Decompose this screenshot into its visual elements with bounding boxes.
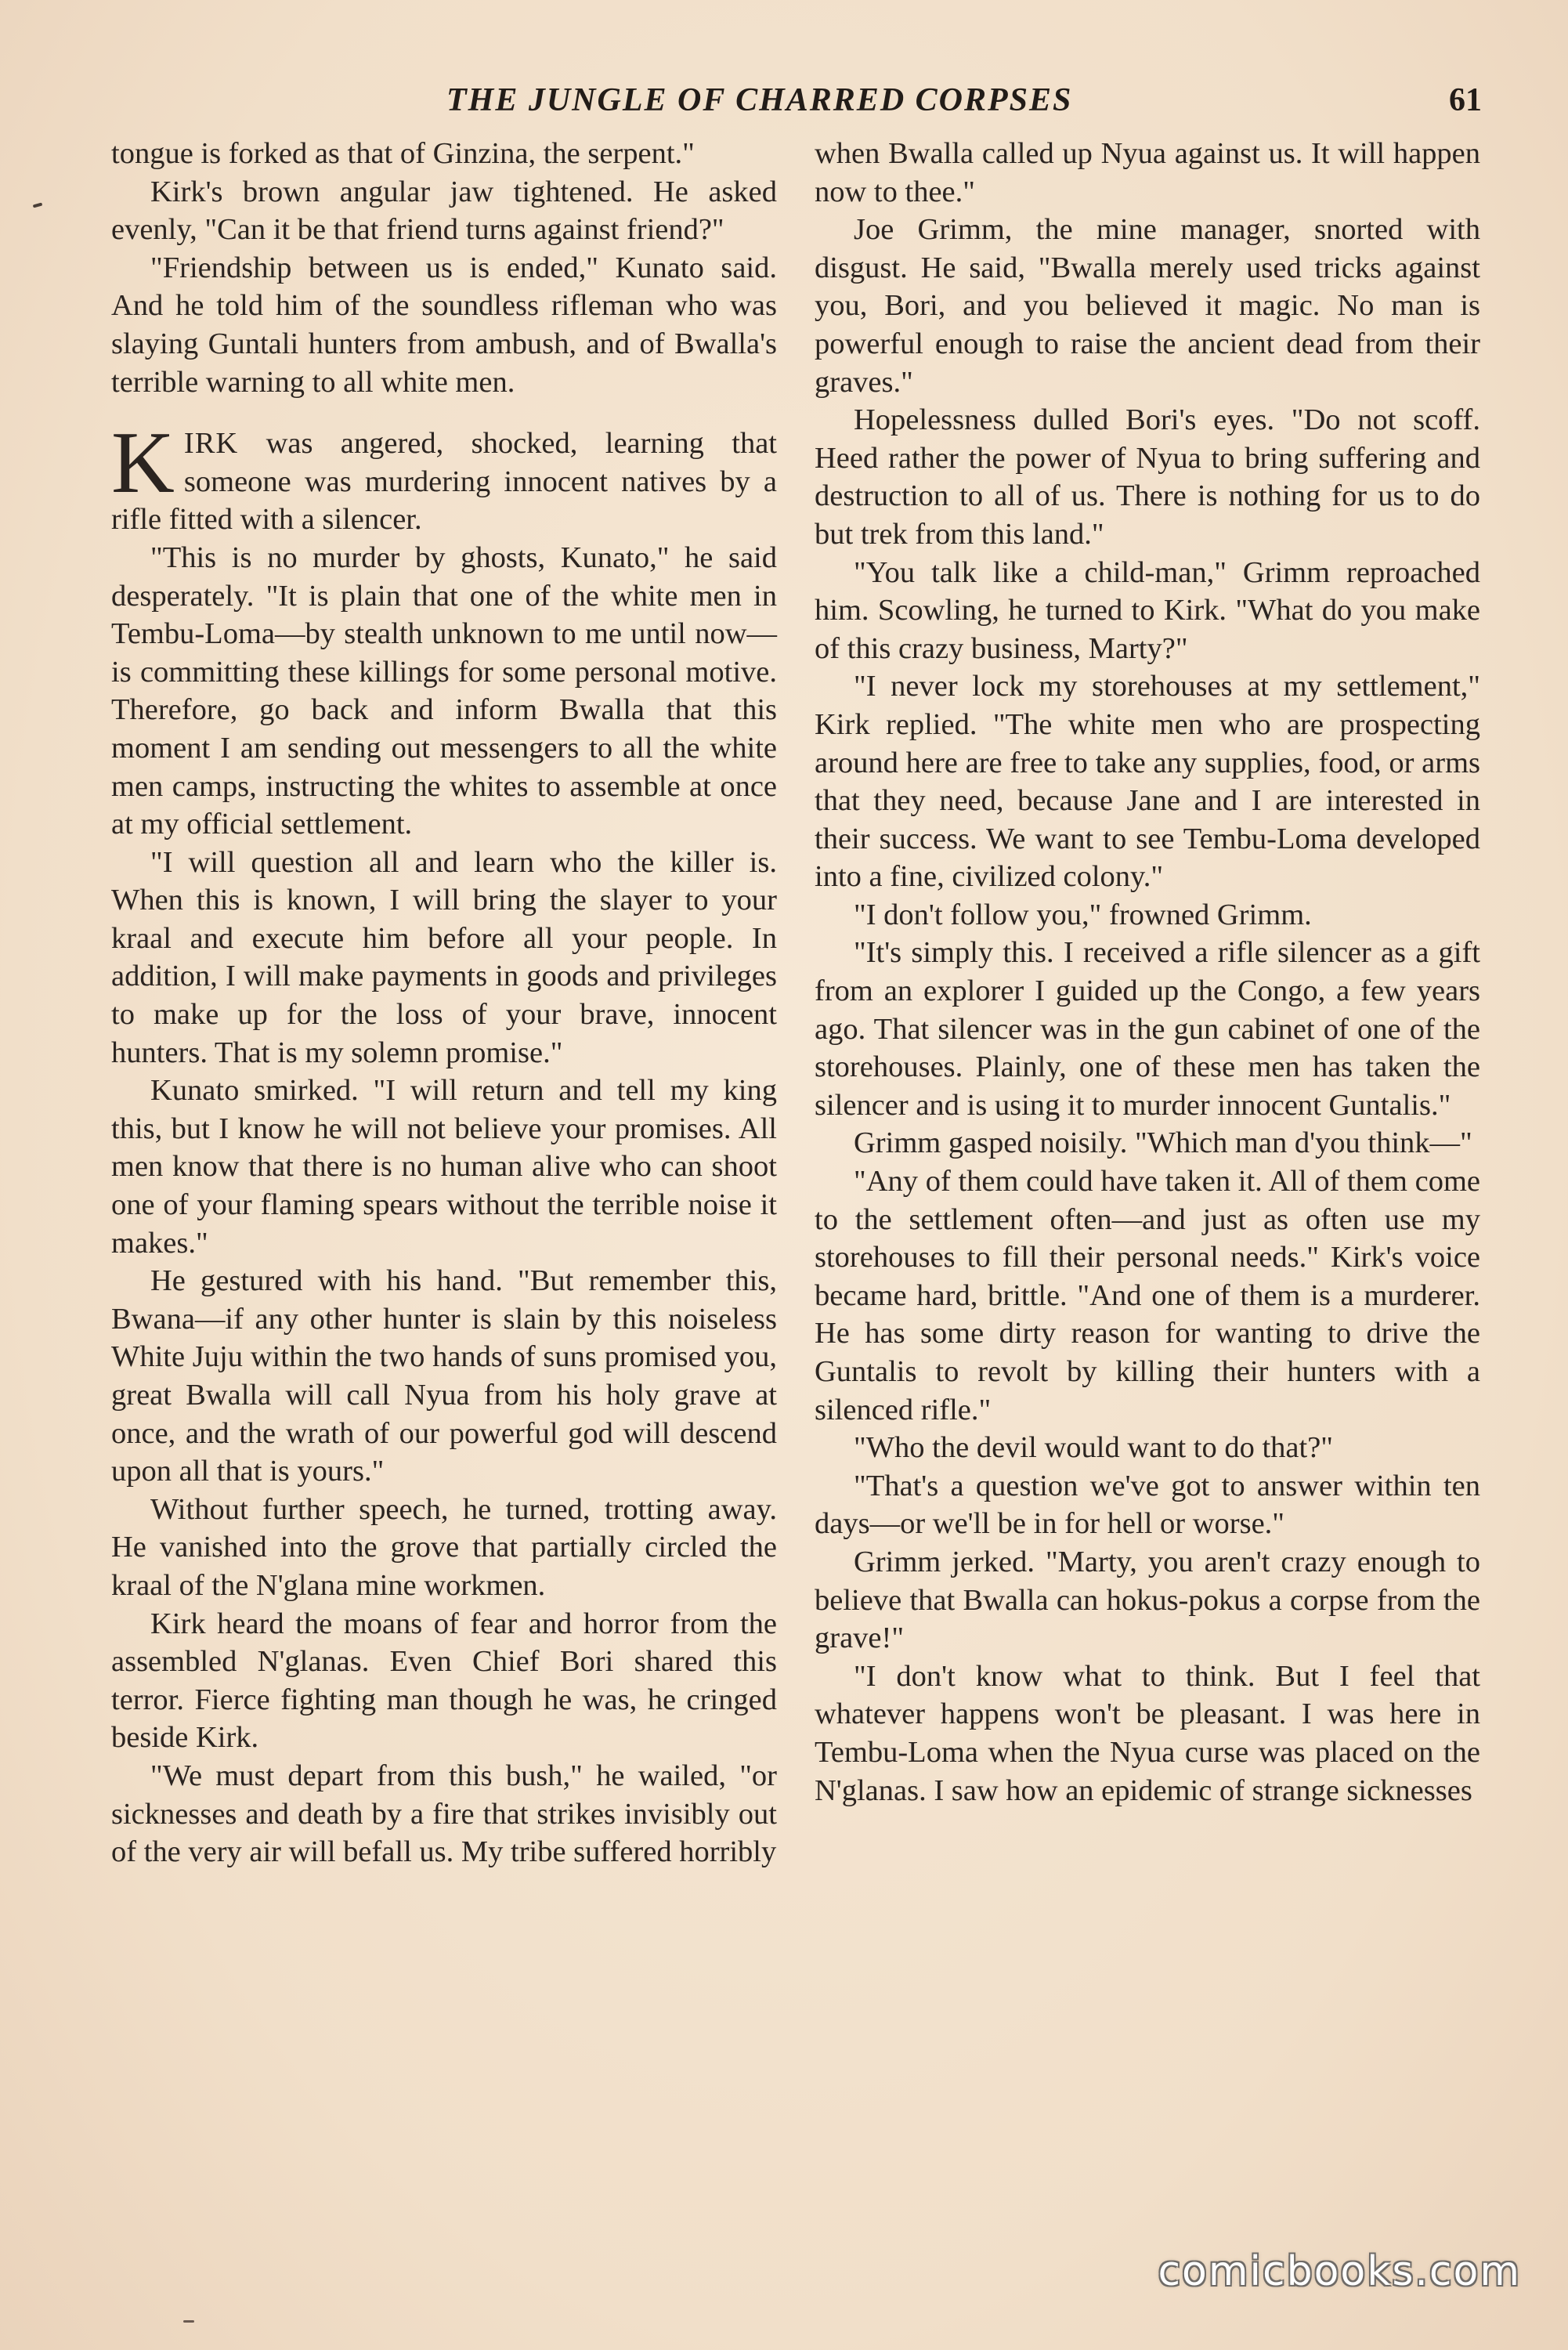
page-number: 61 [1449,82,1482,118]
left-column [111,135,777,1871]
paragraph: "It's simply this. I received a rifle silencer as a gift from an explorer I guided up the Congo, a few years ago. That silencer was in the gun cabinet of one of the storehouses. Plainly, one of these men has taken the silencer and is using it to murder innocent Guntalis." [815,936,1480,1122]
paragraph: Kunato smirked. "I will return and tell my king this, but I know he will not believe your promises. All men know that there is no human alive who can shoot one of your flaming spears without the terrible noise it makes." [111,1074,777,1260]
ink-mark [183,2320,194,2323]
paragraph-dropcap [111,414,777,539]
paragraph: "This is no murder by ghosts, Kunato," he said desperately. "It is plain that one of the white men in Tembu-Loma—by stealth unknown to me until now—is committing these killings for some personal motive. Therefore, go back and inform Bwalla that this moment I am sending out messengers to all the white men camps, instructing the whites to assemble at once at my official settlement. [111,540,777,841]
paragraph: "Who the devil would want to do that?" [854,1431,1334,1465]
paragraph: "Any of them could have taken it. All of them come to the settlement often—and just as often use my storehouses to fill their personal needs." Kirk's voice became hard, brittle. "And one of them is a murderer. He has some dirty reason for wanting to drive the Guntalis to revolt by killing their hunters with a silenced rifle." [815,1165,1480,1426]
watermark-logo: comicbooks.com [1158,2248,1521,2295]
paragraph: "I never lock my storehouses at my settlement," Kirk replied. "The white men who are prospecting around here are free to take any supplies, food, or arms that they need, because Jane and I are interested in their success. We want to see Tembu-Loma developed into a fine, civilized colony." [815,670,1480,894]
paragraph: Without further speech, he turned, trotting away. He vanished into the grove that partially circled the kraal of the N'glana mine workmen. [111,1492,777,1602]
paragraph: Grimm jerked. "Marty, you aren't crazy enough to believe that Bwalla can hokus-pokus a corpse from the grave!" [815,1545,1480,1655]
right-column [815,135,1480,1810]
ink-mark [33,203,43,208]
paragraph: "I don't know what to think. But I feel that whatever happens won't be pleasant. I was here in Tembu-Loma when the Nyua curse was placed on the N'glanas. I saw how an epidemic of strange sicknesses [815,1659,1480,1807]
paragraph: "That's a question we've got to answer within ten days—or we'll be in for hell or worse." [815,1469,1480,1541]
paragraph: "I will question all and learn who the killer is. When this is known, I will bring the slayer to your kraal and execute him before all your people. In addition, I will make payments in goods and privileges to make up for the loss of your brave, innocent hunters. That is my solemn promise." [111,845,777,1069]
paragraph: Kirk's brown angular jaw tightened. He asked evenly, "Can it be that friend turns against friend?" [111,175,777,247]
running-header [110,81,1482,128]
paragraph: Hopelessness dulled Bori's eyes. "Do not scoff. Heed rather the power of Nyua to bring suffering and destruction to all of us. There is nothing for us to do but trek from this land." [815,403,1480,551]
paragraph: He gestured with his hand. "But remember this, Bwana—if any other hunter is slain by this noiseless White Juju within the two hands of suns promised you, great Bwalla will call Nyua from his holy grave at once, and the wrath of our powerful god will descend upon all that is yours." [111,1264,777,1488]
paragraph: "Friendship between us is ended," Kunato said. And he told him of the soundless rifleman who was slaying Guntali hunters from ambush, and of Bwalla's terrible warning to all white men. [111,251,777,399]
paragraph: "I don't follow you," frowned Grimm. [854,898,1312,931]
paragraph-text: was angered, shocked, learning that someone was murdering innocent natives by a rifle fitted with a silencer. [111,427,777,537]
drop-cap: K [111,414,175,512]
paragraph: tongue is forked as that of Ginzina, the serpent." [111,137,695,170]
story-title: THE JUNGLE OF CHARRED CORPSES [446,82,1073,118]
paragraph: "We must depart from this bush," he wailed, "or sicknesses and death by a fire that strikes invisibly out of the very air will befall us. My tribe suffered horribly [111,1759,777,1869]
paragraph: Grimm gasped noisily. "Which man d'you think—" [854,1126,1472,1160]
paragraph: "You talk like a child-man," Grimm reproached him. Scowling, he turned to Kirk. "What do you make of this crazy business, Marty?" [815,555,1480,665]
paragraph: Kirk heard the moans of fear and horror from the assembled N'glanas. Even Chief Bori shared this terror. Fierce fighting man though he was, he cringed beside Kirk. [111,1607,777,1755]
paragraph: Joe Grimm, the mine manager, snorted with disgust. He said, "Bwalla merely used tricks against you, Bori, and you believed it magic. No man is powerful enough to raise the ancient dead from their graves." [815,213,1480,399]
paragraph: when Bwalla called up Nyua against us. It will happen now to thee." [815,137,1480,208]
small-caps-lead: IRK [183,427,239,461]
